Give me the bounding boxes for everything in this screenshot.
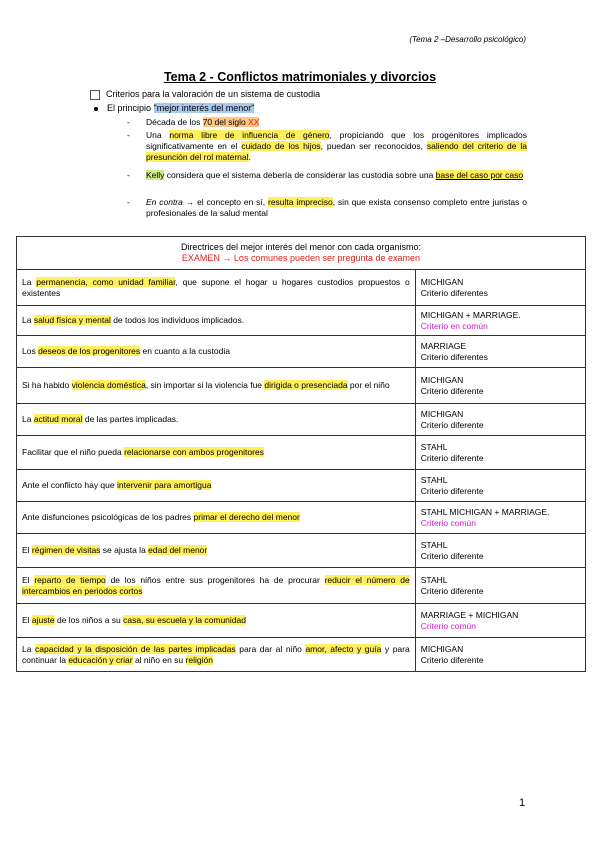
text-run: Si ha habido [22,380,72,390]
organism-cell [415,604,585,638]
table-row [17,270,586,306]
highlighted-text: edad del menor [148,545,208,555]
text-run: . [248,152,251,162]
criterio-label: Criterio diferente [420,550,484,561]
organism-cell [415,306,585,336]
criterio-label: Criterio común [420,517,477,528]
text-run: Facilitar que el niño pueda [22,447,125,457]
highlighted-text: amor, afecto y guía [305,643,382,654]
organism-name: STAHL MICHIGAN + MARRIAGE. [420,506,550,517]
directive-cell [17,306,416,336]
directive-cell [17,534,416,568]
table-row [17,604,586,638]
table-row [17,368,586,404]
criterio-label: Criterio diferentes [420,287,488,298]
text-run: El [22,574,35,585]
organism-name: MICHIGAN [420,374,464,385]
sub-item [127,130,527,163]
directive-cell [17,270,416,306]
highlighted-text: reparto de tiempo [34,574,106,585]
directive-cell [17,470,416,502]
dash-icon: - [127,170,130,180]
text-run: , sin importar si la violencia fue [145,380,265,390]
criterio-label: Criterio común [420,620,477,631]
bullet-item [94,103,254,114]
text-run: de las partes implicadas. [82,414,179,424]
text-run: La [22,276,37,287]
directive-cell [17,638,416,672]
sub-item [127,170,527,181]
table-row [17,306,586,336]
text-run: La [22,414,34,424]
text-run: La [22,315,34,325]
table-subheading: EXAMEN → Los comunes pueden ser pregunta de examen [181,253,421,263]
sub-item-text [146,130,527,163]
highlighted-text: deseos de los progenitores [38,346,141,356]
text-run: → el concepto en sí, [182,197,268,207]
checklist-item [90,89,320,100]
sub-item [127,117,527,128]
bullet-prefix: El principio [107,103,154,113]
criterio-label: Criterio diferente [420,485,484,496]
highlighted-text: 70 del siglo [202,117,246,127]
highlighted-text: régimen de visitas [31,545,101,555]
criterio-label: Criterio diferente [420,585,484,596]
organism-cell [415,404,585,436]
page-number: 1 [519,797,526,809]
text-run: , puedan ser reconocidos, [320,141,427,151]
directive-cell [17,336,416,368]
dash-icon: - [127,197,130,207]
organism-name: STAHL [420,574,448,585]
organism-cell [415,502,585,534]
text-run: en cuanto a la custodia [140,346,230,356]
text-run: Ante el conflicto hay que [22,480,117,490]
text-run: de los niños entre sus progenitores ha de procurar [105,574,325,585]
organism-name: MARRIAGE + MICHIGAN [420,609,519,620]
highlighted-text: primar el derecho del menor [193,512,300,522]
bullet-icon [94,107,98,111]
page-title: Tema 2 - Conflictos matrimoniales y divorcios [163,70,437,84]
highlighted-text: dirigida o presenciada [264,380,348,390]
organism-name: MICHIGAN [420,408,464,419]
text-run: considera que el sistema debería de considerar las custodia sobre una [164,170,436,180]
text-run: El [22,615,32,625]
text-run: Década de los [146,117,203,127]
checklist-item-label: Criterios para la valoración de un sistema de custodia [106,89,321,99]
table-heading-cell [17,237,586,270]
text-run: Ante disfunciones psicológicas de los padres [22,512,194,522]
directives-table [16,236,586,672]
table-row [17,404,586,436]
organism-name: MICHIGAN [420,276,464,287]
highlighted-text: cuidado de los hijos [241,141,321,151]
highlighted-text: reducir el número de intercambios en periodos cortos [22,574,410,596]
directive-cell [17,436,416,470]
organism-name: STAHL [420,474,448,485]
text-run: por el niño [347,380,390,390]
text-run: En contra [146,197,183,207]
table-row [17,534,586,568]
highlighted-text: intervenir para amortigua [116,480,212,490]
organism-name: STAHL [420,441,448,452]
text-run: y para continuar la [22,643,410,665]
header-note: (Tema 2 –Desarrollo psicológico) [409,35,526,44]
highlighted-text: violencia doméstica [71,380,146,390]
dash-icon: - [127,130,130,140]
sub-item-text [146,117,527,128]
organism-name: MICHIGAN [420,643,464,654]
text-run: La [22,643,36,654]
text-run: , sin que exista consenso completo entre juristas o profesionales de la salud mental [146,197,527,218]
highlighted-text: Kelly [146,170,165,180]
checkbox[interactable] [90,90,100,100]
dash-icon: - [127,117,130,127]
text-run: , propiciando que los progenitores implicados significativamente en el [146,130,527,151]
highlighted-text: permanencia, como unidad familiar [36,276,176,287]
highlighted-text: casa, su escuela y la comunidad [123,615,246,625]
table-row [17,436,586,470]
table-row [17,638,586,672]
highlighted-text: relacionarse con ambos progenitores [124,447,264,457]
table-heading: Directrices del mejor interés del menor con cada organismo: [180,242,422,252]
organism-name: STAHL [420,539,448,550]
highlighted-text: actitud moral [33,414,83,424]
highlighted-text: base del caso por caso [435,170,524,180]
sub-item [127,197,527,219]
highlighted-text: resulta impreciso [267,197,333,207]
directive-cell [17,604,416,638]
table-row [17,568,586,604]
text-run: , que supone el hogar u hogares custodios propuestos o existentes [22,276,410,298]
text-run: al niño en su [132,654,186,665]
text-run: de todos los individuos implicados. [110,315,245,325]
highlighted-text: ajuste [31,615,55,625]
criterio-label: Criterio en común [420,320,488,331]
organism-name: MARRIAGE [420,340,467,351]
text-run: Los [22,346,39,356]
highlighted-text: salud física y mental [33,315,111,325]
organism-cell [415,336,585,368]
highlighted-text: XX [245,117,260,127]
criterio-label: Criterio diferente [420,419,484,430]
sub-item-text [146,170,527,181]
organism-cell [415,436,585,470]
criterio-label: Criterio diferentes [420,351,488,362]
highlighted-text: religión [185,654,213,665]
organism-name: MICHIGAN + MARRIAGE. [420,309,521,320]
table-row [17,470,586,502]
criterio-label: Criterio diferente [420,385,484,396]
organism-cell [415,568,585,604]
organism-cell [415,638,585,672]
highlighted-text: saliendo del criterio de la presunción del rol maternal [146,141,527,162]
table-header-row [17,237,586,270]
organism-cell [415,470,585,502]
text-run: se ajusta la [100,545,149,555]
directive-cell [17,502,416,534]
sub-item-text [146,197,527,219]
text-run: para dar al niño [235,643,306,654]
directive-cell [17,368,416,404]
text-run: de los niños a su [54,615,124,625]
criterio-label: Criterio diferente [420,452,484,463]
highlighted-text: norma libre de influencia de género [169,130,330,140]
text-run: Una [146,130,170,140]
bullet-highlight: "mejor interés del menor" [153,103,255,113]
highlighted-text: educación y criar [68,654,133,665]
text-run: El [22,545,32,555]
organism-cell [415,368,585,404]
criterio-label: Criterio diferente [420,654,484,665]
organism-cell [415,270,585,306]
directive-cell [17,404,416,436]
table-row [17,502,586,534]
highlighted-text: capacidad y la disposición de las partes implicadas [35,643,236,654]
directive-cell [17,568,416,604]
table-row [17,336,586,368]
organism-cell [415,534,585,568]
